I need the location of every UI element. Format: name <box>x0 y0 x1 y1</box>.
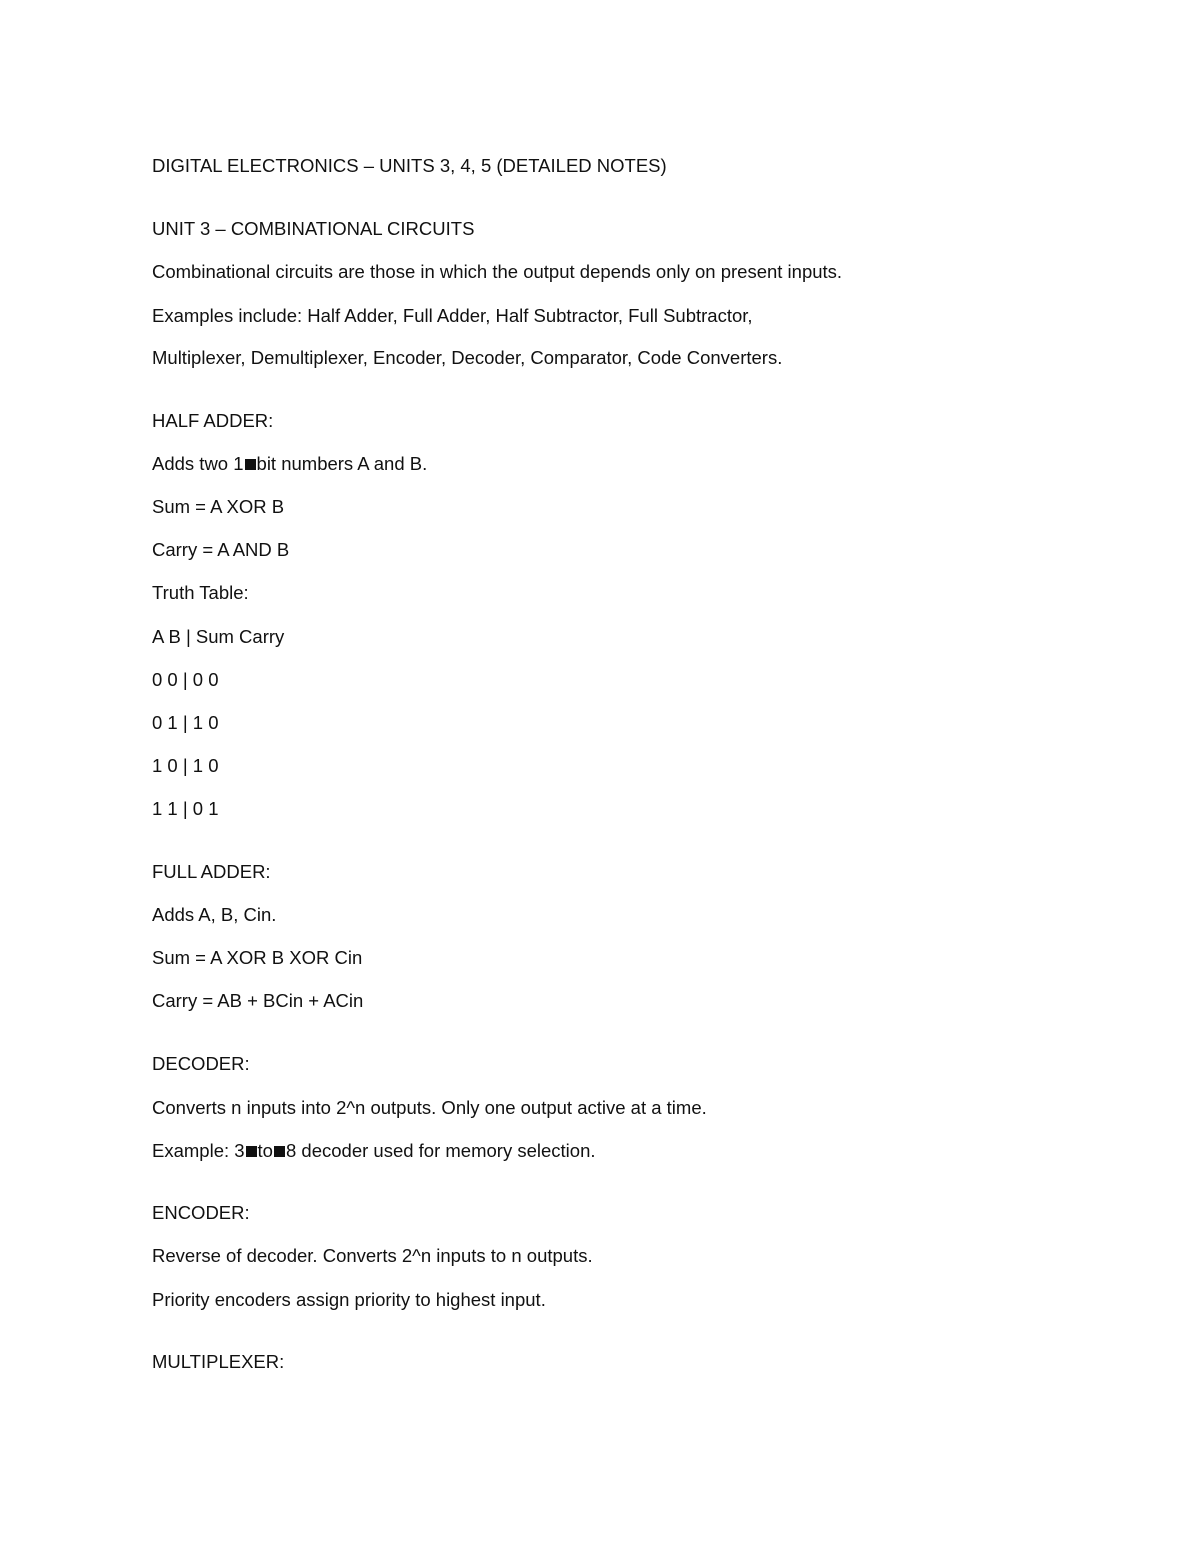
missing-glyph-icon <box>246 1146 257 1157</box>
truth-table-header: A B | Sum Carry <box>152 626 285 647</box>
decoder-example-part: 8 decoder used for memory selection. <box>285 1140 596 1161</box>
full-adder-description: Adds A, B, Cin. <box>152 904 277 925</box>
truth-table-row: 1 0 | 1 0 <box>152 755 219 776</box>
document-title: DIGITAL ELECTRONICS – UNITS 3, 4, 5 (DETAILED NOTES) <box>152 155 667 176</box>
missing-glyph-icon <box>274 1146 285 1157</box>
encoder-priority: Priority encoders assign priority to highest input. <box>152 1289 546 1310</box>
encoder-description: Reverse of decoder. Converts 2^n inputs to n outputs. <box>152 1245 593 1266</box>
unit3-intro-line: Multiplexer, Demultiplexer, Encoder, Decoder, Comparator, Code Converters. <box>152 347 783 368</box>
missing-glyph-icon <box>245 459 256 470</box>
unit3-intro-line: Examples include: Half Adder, Full Adder, Half Subtractor, Full Subtractor, <box>152 305 753 326</box>
half-adder-description-part: bit numbers A and B. <box>256 453 428 474</box>
decoder-example-part: Example: 3 <box>152 1140 245 1161</box>
full-adder-heading: FULL ADDER: <box>152 861 271 882</box>
half-adder-description-part: Adds two 1 <box>152 453 244 474</box>
decoder-description: Converts n inputs into 2^n outputs. Only one output active at a time. <box>152 1097 707 1118</box>
decoder-example <box>152 1142 596 1161</box>
truth-table-row: 0 0 | 0 0 <box>152 669 219 690</box>
truth-table-row: 1 1 | 0 1 <box>152 798 219 819</box>
half-adder-heading: HALF ADDER: <box>152 410 274 431</box>
multiplexer-heading: MULTIPLEXER: <box>152 1351 285 1372</box>
truth-table-row: 0 1 | 1 0 <box>152 712 219 733</box>
half-adder-carry: Carry = A AND B <box>152 539 290 560</box>
full-adder-carry: Carry = AB + BCin + ACin <box>152 990 364 1011</box>
full-adder-sum: Sum = A XOR B XOR Cin <box>152 947 363 968</box>
encoder-heading: ENCODER: <box>152 1202 250 1223</box>
unit3-heading: UNIT 3 – COMBINATIONAL CIRCUITS <box>152 218 475 239</box>
truth-table-label: Truth Table: <box>152 582 249 603</box>
decoder-example-part: to <box>257 1140 273 1161</box>
half-adder-sum: Sum = A XOR B <box>152 496 285 517</box>
half-adder-description <box>152 455 427 474</box>
unit3-intro-line: Combinational circuits are those in which the output depends only on present inputs. <box>152 261 843 282</box>
decoder-heading: DECODER: <box>152 1053 250 1074</box>
